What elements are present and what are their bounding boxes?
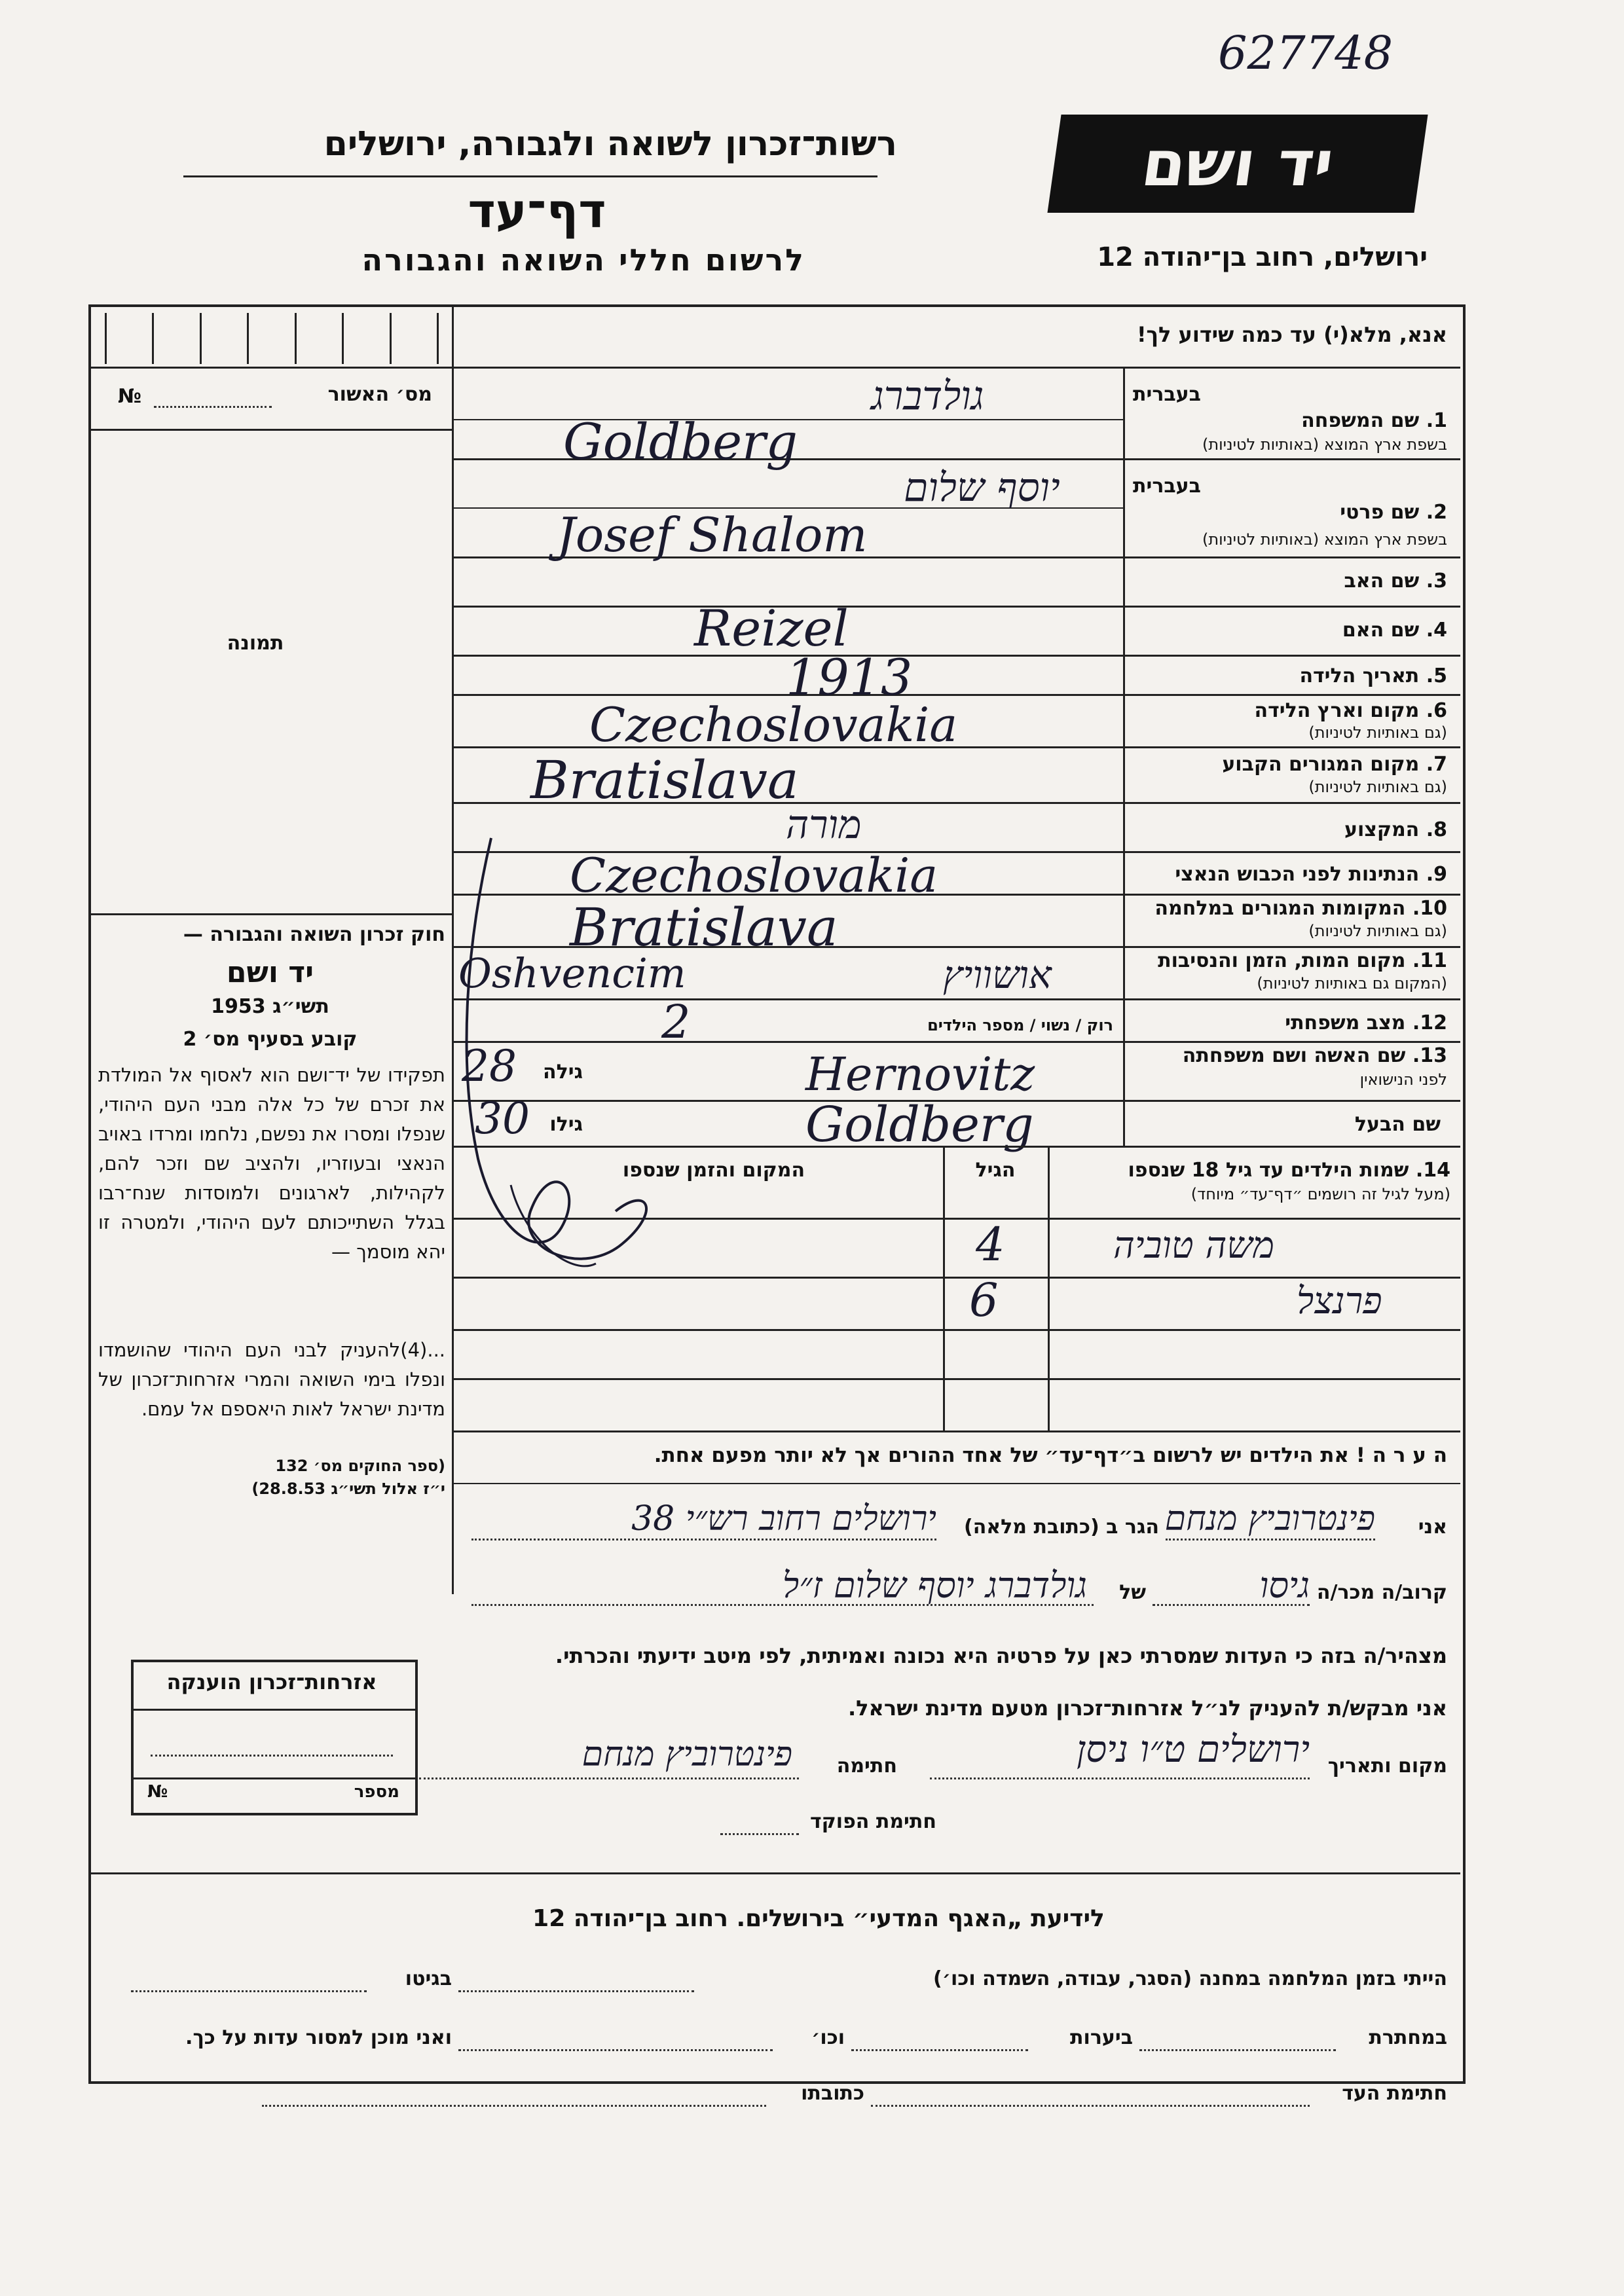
citizenship-box-rule-2 [131, 1777, 415, 1779]
field6-label: 6. מקום וארץ הלידה [1254, 699, 1447, 722]
field12-label: 12. מצב משפחתי [1285, 1011, 1447, 1034]
archive-number: 627748 [1218, 26, 1393, 80]
footer-etc-line [458, 2049, 773, 2051]
husband-age-label: גילו [549, 1113, 583, 1136]
field9-value: Czechoslovakia [570, 848, 938, 903]
law-year: תשי״ג 1953 [211, 995, 329, 1018]
field13-sub: לפני הנישואין [1359, 1070, 1447, 1089]
header-address: ירושלים, רחוב בן־יהודה 12 [1097, 242, 1428, 272]
field11-label: 11. מקום המות, הזמן והנסיבות [1158, 949, 1447, 972]
approval-boxes [105, 313, 439, 364]
field11-sub: (המקום גם באותיות לטיניות) [1257, 974, 1447, 993]
field10-sub: (גם באותיות לטיניות) [1308, 922, 1447, 940]
footer-underground-label: במחתרת [1369, 2026, 1447, 2049]
footer-ghetto-label: בגיטו [405, 1967, 452, 1990]
field11-value-latin: Oshvencim [458, 949, 686, 997]
law-date: י״ז אלול תשי״ג 28.8.53) [251, 1480, 445, 1498]
child-name: פרנצל [1297, 1280, 1382, 1322]
place-date-label: מקום ותאריך [1327, 1755, 1447, 1777]
field1-sub: בשפת ארץ המוצא (באותיות לטיניות) [1202, 435, 1447, 454]
declarant-label: אני [1418, 1516, 1447, 1539]
footer-camp-line [458, 1990, 694, 1992]
footer-witness-sig-label: חתימת העד [1342, 2082, 1447, 2105]
field12-children-count: 2 [661, 995, 691, 1049]
footer-forests-label: ביערות [1070, 2026, 1133, 2049]
field4-label: 4. שם האם [1342, 619, 1447, 642]
field9-label: 9. הנתינות לפני הכבוש הנאצי [1175, 863, 1447, 886]
intro-text: אנא, מלא(י) עד כמה שידוע לך! [1136, 322, 1447, 347]
field2-label: 2. שם פרטי [1340, 501, 1447, 524]
footer-address-label: כתובתו [801, 2082, 864, 2105]
wife-age: 28 [462, 1041, 517, 1091]
citizenship-request: אני מבקש/ת להעניק לנ״ל אזרחות־זכרון מטעם מדינת ישראל. [848, 1696, 1447, 1721]
footer-title: לידיעת „האגף המדעי״ בירושלים. רחוב בן־יהודה 12 [532, 1905, 1105, 1932]
footer-underground-line [1139, 2049, 1336, 2051]
approval-no-sign: № [118, 385, 142, 408]
declarant-name: פינטרוביץ מנחם [1164, 1499, 1375, 1539]
approval-number-label: מס׳ האשור [327, 383, 432, 406]
field2-hebrew-tag: בעברית [1133, 475, 1201, 498]
photo-label: תמונה [227, 632, 284, 655]
child-age: 4 [976, 1218, 1005, 1271]
child-age: 6 [969, 1273, 999, 1327]
child-name: משה טוביה [1113, 1224, 1275, 1267]
place-date-line [930, 1777, 1310, 1779]
deceased-name: גולדברג יוסף שלום ז״ל [782, 1565, 1087, 1606]
field5-label: 5. תאריך הלידה [1299, 665, 1447, 687]
children-label: 14. שמות הילדים עד גיל 18 שנספו [1128, 1159, 1450, 1182]
field12-options: רוק / נשוי / מספר הילדים [927, 1016, 1113, 1034]
footer-etc-label: וכו׳ [811, 2026, 845, 2049]
children-row-rule-3 [452, 1378, 1460, 1380]
logo-text: יד ושם [1137, 127, 1338, 200]
citizenship-no-sign: № [147, 1782, 168, 1802]
field6-sub: (גם באותיות לטיניות) [1308, 723, 1447, 742]
field6-value: Czechoslovakia [589, 697, 958, 752]
approval-number-line [154, 406, 272, 408]
approval-rule [88, 429, 452, 431]
field3-label: 3. שם האב [1344, 570, 1447, 592]
citizenship-box-rule-1 [131, 1709, 415, 1711]
field1-value-latin: Goldberg [563, 412, 798, 471]
resident-label: הגר ב (כתובת מלאה) [963, 1516, 1159, 1539]
field10-value: Bratislava [570, 897, 838, 958]
law-text: תפקידו של יד־ושם הוא לאסוף אל המולדת את זכרם של כל אלה מבני העם היהודי, שנפלו ומסרו את נפשם, נלחמו ומרדו באויב הנאצי ובעוזריו, ולהציב שם וזכר להם, לקהילות, לארגונים ולמוסדות שנח־רבו בגלל השתייכותם לעם היהודי, ולמטרה זו יהא מוסמך — [98, 1064, 445, 1263]
address-line [471, 1539, 936, 1540]
footer-address-line [262, 2105, 766, 2107]
official-signature-line [720, 1833, 799, 1835]
official-signature-label: חתימת הפוקד [810, 1810, 936, 1833]
footer-forests-line [851, 2049, 1028, 2051]
authority-title: רשות־זכרון לשואה ולגבורה, ירושלים [323, 124, 897, 164]
place-date-value: ירושלים ט״ו ניסן [1076, 1728, 1310, 1771]
footer-witness-sig-line [871, 2105, 1310, 2107]
signature-line [419, 1777, 799, 1779]
intro-rule [452, 367, 1460, 369]
field1-label: 1. שם המשפחה [1301, 409, 1447, 432]
note-text: ה ע ר ה ! את הילדים יש לרשום ב״דף־עד״ של אחד ההורים אך לא יותר מפעם אחת. [654, 1444, 1447, 1467]
children-sub: (מעל לגיל זה רושמים ״דף־עד״ מיוחד) [1190, 1185, 1450, 1203]
citizenship-box-line [151, 1755, 393, 1757]
children-col-2 [943, 1146, 945, 1430]
law-logo: יד ושם [226, 956, 314, 989]
field7-label: 7. מקום המגורים הקבוע [1222, 753, 1447, 776]
note-rule [452, 1483, 1460, 1484]
relative-label: קרוב/ה מכר/ה [1316, 1581, 1447, 1604]
field2-sub: בשפת ארץ המוצא (באותיות לטיניות) [1202, 530, 1447, 549]
husband-age: 30 [475, 1093, 530, 1144]
field4-value: Reizel [694, 599, 849, 657]
label-column-border [1123, 367, 1125, 1146]
husband-name: Goldberg [805, 1097, 1034, 1153]
field1-hebrew-tag: בעברית [1133, 383, 1201, 406]
footer-camp-label: הייתי בזמן המלחמה במחנה (הסגר, עבודה, השמדה וכו׳) [933, 1967, 1447, 1990]
law-clause: קובע בסעיף מס׳ 2 [183, 1028, 358, 1051]
field1-value-hebrew: גולדברג [871, 373, 984, 419]
field7-sub: (גם באותיות לטיניות) [1308, 778, 1447, 796]
field8-value: מורה [786, 802, 862, 848]
field8-label: 8. המקצוע [1344, 818, 1447, 841]
field5-value: 1913 [786, 648, 913, 706]
children-col-1 [1048, 1146, 1050, 1430]
footer-testimony-text: ואני מוכן למסור עדות על כך. [185, 2026, 452, 2049]
declarant-line [1166, 1539, 1375, 1540]
children-row-rule-2 [452, 1329, 1460, 1331]
row-rule-5 [452, 694, 1460, 696]
children-age-header: הגיל [975, 1159, 1016, 1182]
yad-vashem-logo [1047, 115, 1428, 213]
citizenship-number-label: מספר [354, 1782, 399, 1802]
signature: פינטרוביץ מנחם [581, 1735, 792, 1774]
signature-label: חתימה [836, 1755, 897, 1777]
law-title: חוק זכרון השואה והגבורה — [183, 923, 445, 946]
form-title: דף־עד [468, 183, 606, 238]
relation-value: גיסו [1259, 1565, 1310, 1606]
field11-value-hebrew: אושוויץ [943, 953, 1052, 997]
strike-scribble [452, 818, 923, 1290]
photo-rule [88, 913, 452, 915]
wife-name: Hernovitz [805, 1048, 1035, 1101]
husband-label: שם הבעל [1354, 1113, 1441, 1136]
law-source: (ספר החוקים מס׳ 132 [275, 1457, 445, 1475]
row-rule-4 [452, 655, 1460, 657]
field10-label: 10. המקומות המגורים במלחמה [1154, 897, 1447, 920]
children-place-header: המקום והזמן שנספו [622, 1159, 805, 1182]
law-text-continued: ...(4)להעניק לבני העם היהודי שהושמדו ונפלו בימי השואה והמרי אזרחות־זכרון של מדינת ישראל לאות היאספם אל עמם. [98, 1339, 445, 1420]
footer-top-rule [88, 1872, 1460, 1874]
wife-age-label: גילה [543, 1061, 583, 1084]
field2-value-hebrew: יוסף שלום [904, 465, 1060, 511]
children-bottom-rule [452, 1430, 1460, 1432]
field13-label: 13. שם האשה ושם משפחתה [1182, 1044, 1447, 1067]
field7-value: Bratislava [530, 750, 799, 811]
citizenship-box-title: אזרחות־זכרון הוענקה [166, 1669, 377, 1694]
field2-value-latin: Josef Shalom [557, 507, 868, 562]
of-label: של [1119, 1581, 1146, 1604]
statement: מצהיר/ה בזה כי העדות שמסרתי כאן על פרטיה היא נכונה ואמיתית, לפי מיטב ידיעתי והכרתי. [555, 1643, 1447, 1668]
footer-ghetto-line [131, 1990, 367, 1992]
form-subtitle: לרשום חללי השואה והגבורה [361, 242, 805, 278]
row-rule-3 [452, 606, 1460, 608]
header-rule [183, 175, 877, 177]
declarant-address: ירושלים רחוב רש״י 38 [631, 1499, 936, 1539]
